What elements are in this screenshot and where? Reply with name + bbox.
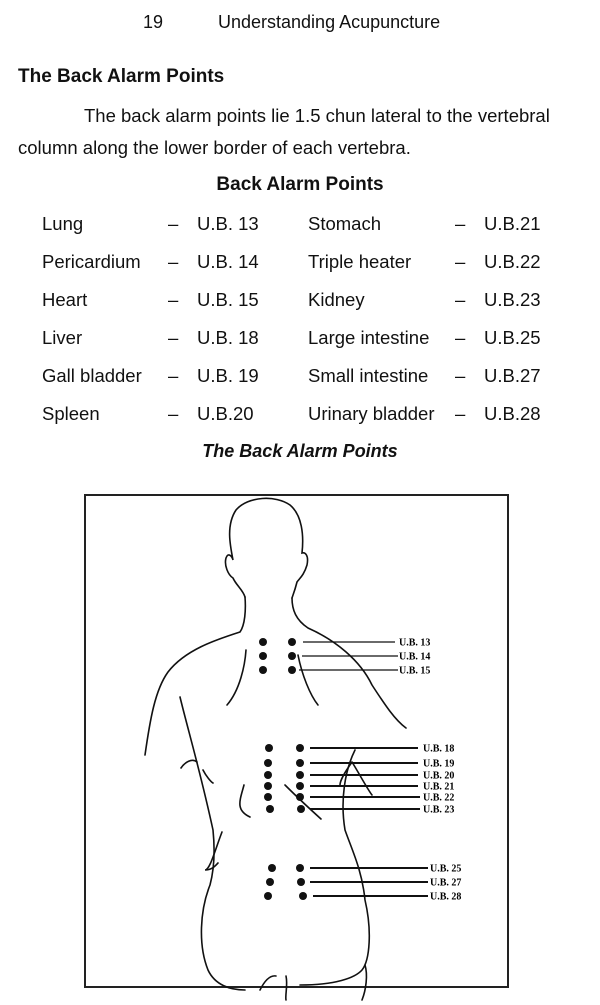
dash: – [168, 213, 179, 234]
acupoint-dot [297, 878, 305, 886]
acupoint-dot [297, 805, 305, 813]
organ-name: Large intestine [308, 327, 430, 348]
dash: – [168, 289, 179, 310]
organ-name: Stomach [308, 213, 382, 234]
dash: – [455, 403, 466, 424]
organ-name: Triple heater [308, 251, 412, 272]
point-code: U.B. 15 [197, 289, 259, 310]
organ-name: Heart [42, 289, 88, 310]
acupoint-dot [259, 652, 267, 660]
acupoint-dot [259, 638, 267, 646]
acupoint-dot [288, 666, 296, 674]
acupoint-dot [264, 782, 272, 790]
point-label: U.B. 27 [430, 877, 462, 889]
point-code: U.B.28 [484, 403, 541, 424]
point-label: U.B. 20 [423, 770, 455, 782]
acupoint-dot [288, 638, 296, 646]
dash: – [455, 289, 466, 310]
acupoint-dots [259, 638, 307, 900]
leader-lines [299, 642, 431, 896]
acupoint-dot [268, 864, 276, 872]
point-labels [399, 638, 461, 903]
organ-name: Gall bladder [42, 365, 142, 386]
point-label: U.B. 22 [423, 792, 455, 804]
acupoint-dot [266, 805, 274, 813]
paragraph-line-2: column along the lower border of each vertebra. [18, 137, 411, 158]
point-code: U.B. 14 [197, 251, 259, 272]
dash: – [168, 365, 179, 386]
acupoint-dot [299, 892, 307, 900]
acupoint-dot [296, 771, 304, 779]
point-code: U.B.27 [484, 365, 541, 386]
figure-caption: The Back Alarm Points [202, 441, 398, 461]
acupoint-dot [266, 878, 274, 886]
page-number: 19 [143, 12, 164, 32]
organ-name: Lung [42, 213, 84, 234]
acupoint-dot [296, 744, 304, 752]
point-label: U.B. 25 [430, 863, 462, 875]
point-code: U.B. 13 [197, 213, 259, 234]
dash: – [455, 327, 466, 348]
point-code: U.B.23 [484, 289, 541, 310]
acupoint-dot [264, 771, 272, 779]
organ-name: Liver [42, 327, 83, 348]
point-label: U.B. 18 [423, 743, 455, 755]
section-title: The Back Alarm Points [18, 66, 225, 87]
point-code: U.B.22 [484, 251, 541, 272]
point-label: U.B. 19 [423, 758, 455, 770]
dash: – [168, 327, 179, 348]
point-code: U.B.25 [484, 327, 541, 348]
point-label: U.B. 14 [399, 651, 431, 663]
acupoint-dot [264, 759, 272, 767]
acupoint-dot [288, 652, 296, 660]
acupoint-dot [259, 666, 267, 674]
organ-name: Pericardium [42, 251, 141, 272]
organ-name: Spleen [42, 403, 100, 424]
point-code: U.B. 18 [197, 327, 259, 348]
body-outline [145, 498, 406, 1000]
paragraph-line-1: The back alarm points lie 1.5 chun lateral to the vertebral [84, 105, 550, 126]
table-title: Back Alarm Points [216, 174, 384, 195]
point-code: U.B.20 [197, 403, 254, 424]
organ-name: Urinary bladder [308, 403, 435, 424]
point-code: U.B. 19 [197, 365, 259, 386]
running-title: Understanding Acupuncture [218, 12, 441, 32]
point-label: U.B. 15 [399, 665, 431, 677]
acupoint-dot [265, 744, 273, 752]
acupoint-dot [264, 793, 272, 801]
organ-name: Small intestine [308, 365, 429, 386]
dash: – [168, 251, 179, 272]
point-code: U.B.21 [484, 213, 541, 234]
acupoint-dot [296, 864, 304, 872]
dash: – [168, 403, 179, 424]
organ-name: Kidney [308, 289, 365, 310]
point-label: U.B. 23 [423, 804, 455, 816]
dash: – [455, 365, 466, 386]
acupoint-dot [296, 782, 304, 790]
dash: – [455, 251, 466, 272]
point-label: U.B. 21 [423, 781, 455, 793]
point-label: U.B. 28 [430, 891, 462, 903]
point-label: U.B. 13 [399, 637, 431, 649]
acupoint-dot [296, 759, 304, 767]
acupoint-dot [296, 793, 304, 801]
acupoint-dot [264, 892, 272, 900]
dash: – [455, 213, 466, 234]
